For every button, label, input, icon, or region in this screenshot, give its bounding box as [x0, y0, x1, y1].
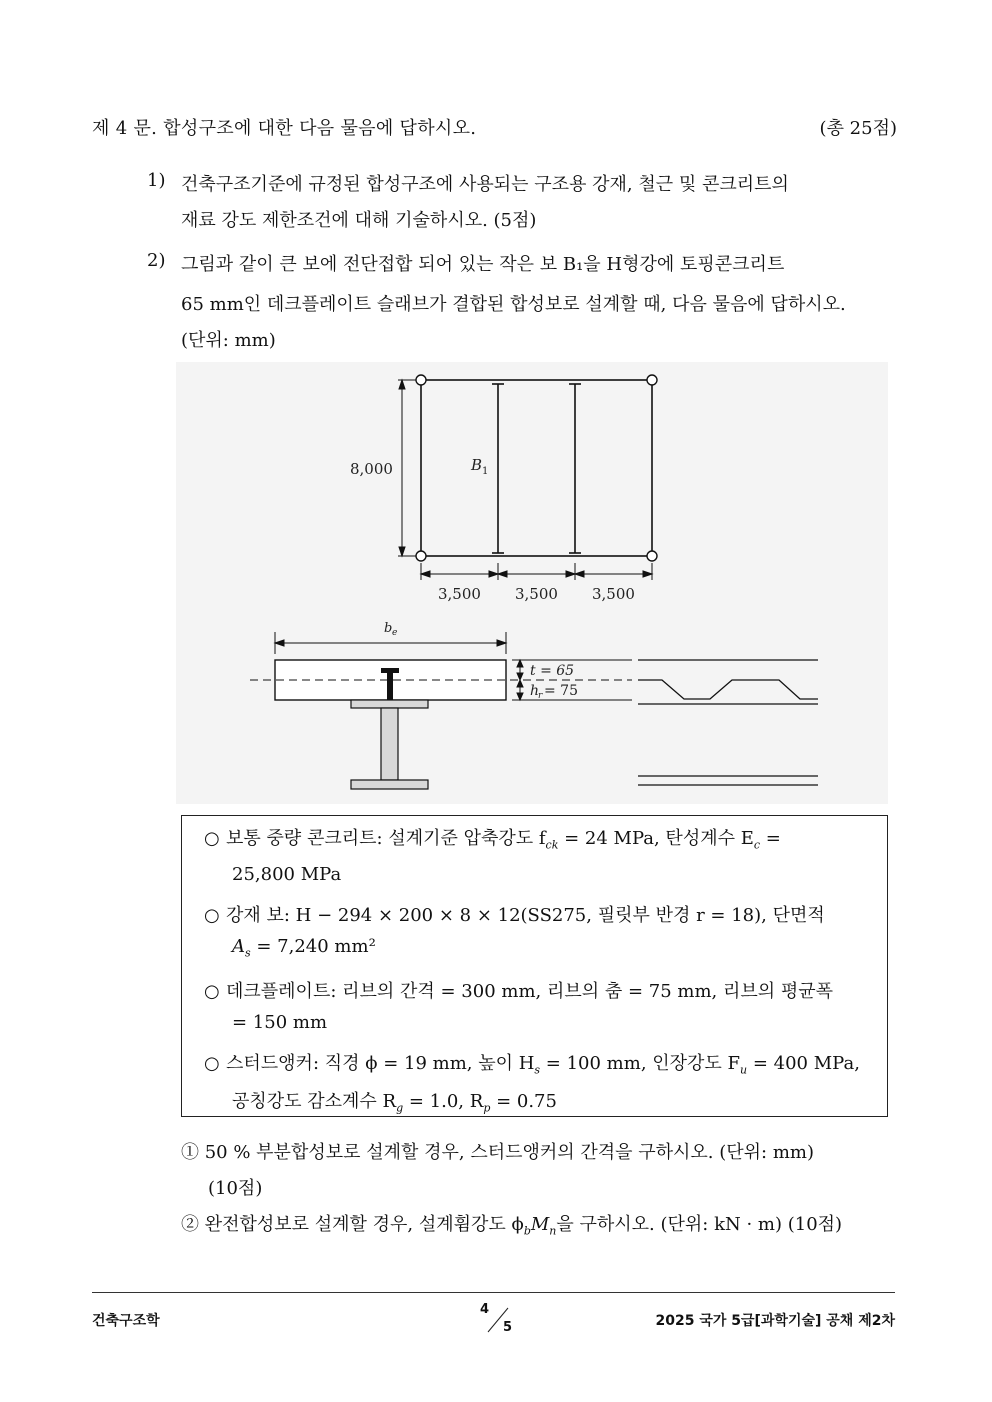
footer-page-total: 5	[503, 1320, 513, 1335]
be-subscript: e	[392, 628, 398, 638]
beam-b1-label: B	[471, 456, 483, 474]
conditions-box	[181, 815, 888, 1117]
condition-deck-line2: = 150 mm	[232, 1012, 328, 1033]
subquestion-2: ② 완전합성보로 설계할 경우, 설계휨강도 $\phi_bM_n$을 구하시오. (단위: kN · m) (10점)	[181, 1214, 843, 1238]
hr-subscript: r	[538, 691, 543, 701]
plan-view	[421, 380, 652, 556]
bullet-circle-icon: ○	[204, 905, 220, 926]
part2-text-line3: (단위: mm)	[181, 330, 276, 351]
part2-text-line2: 65 mm인 데크플레이트 슬래브가 결합된 합성보로 설계할 때, 다음 물음에 답하시오.	[181, 294, 846, 315]
be-label: b	[384, 621, 393, 636]
part2-number: 2)	[147, 250, 166, 271]
deck-profile	[638, 660, 818, 785]
span-label-3: 3,500	[592, 585, 635, 603]
question-total-points: (총 25점)	[819, 118, 897, 139]
figure-panel	[176, 362, 888, 804]
part1-text-line2: 재료 강도 제한조건에 대해 기술하시오. (5점)	[181, 210, 537, 231]
bullet-circle-icon: ○	[204, 981, 220, 1002]
footer-divider	[92, 1292, 895, 1293]
t-label: t = 65	[530, 663, 575, 679]
girder-frame	[421, 380, 652, 556]
footer-exam-title: 2025 국가 5급[과학기술] 공채 제2차	[655, 1313, 895, 1329]
question-header: 제 4 문. 합성구조에 대한 다음 물음에 답하시오.	[92, 118, 477, 139]
condition-stud-line1: ○ 스터드앵커: 직경 ϕ = 19 mm, 높이 $H_s = 100$ mm, 인장강도 $F_u = 400$ MPa,	[204, 1053, 860, 1077]
part2-text-line1: 그림과 같이 큰 보에 전단접합 되어 있는 작은 보 B₁을 H형강에 토핑콘크리트	[181, 254, 785, 275]
column-marker	[647, 375, 657, 385]
hr-label: h	[530, 683, 540, 699]
bullet-circle-icon: ○	[204, 1053, 220, 1074]
hr-value: = 75	[544, 683, 578, 699]
subquestion-1-line2: (10점)	[208, 1178, 263, 1199]
condition-steel-line1: ○ 강재 보: H − 294 × 200 × 8 × 12(SS275, 필릿부 반경 r = 18), 단면적	[204, 905, 825, 926]
column-marker	[416, 375, 426, 385]
column-marker	[416, 551, 426, 561]
condition-steel-line2: $A_s = 7,240$ mm²	[232, 936, 376, 960]
footer-page-number: 4	[480, 1302, 490, 1317]
footer-subject: 건축구조학	[92, 1313, 160, 1329]
height-dimension-label: 8,000	[350, 460, 393, 478]
part1-number: 1)	[147, 170, 166, 191]
bullet-circle-icon: ○	[204, 828, 220, 849]
beam-b1-subscript: 1	[482, 466, 489, 477]
condition-deck-line1: ○ 데크플레이트: 리브의 간격 = 300 mm, 리브의 춤 = 75 mm, 리브의 평균폭	[204, 981, 834, 1002]
span-label-2: 3,500	[515, 585, 558, 603]
condition-concrete-line2: 25,800 MPa	[232, 864, 342, 885]
subquestion-1-line1: ① 50 % 부분합성보로 설계할 경우, 스터드앵커의 간격을 구하시오. (단위: mm)	[181, 1142, 814, 1163]
h-steel-section	[351, 700, 428, 789]
span-label-1: 3,500	[438, 585, 481, 603]
condition-stud-line2: 공칭강도 감소계수 $R_g = 1.0$, $R_p = 0.75$	[232, 1091, 557, 1115]
condition-concrete-line1: ○ 보통 중량 콘크리트: 설계기준 압축강도 $f_{ck} = 24$ MPa, 탄성계수 $E_c$ =	[204, 828, 781, 852]
part1-text-line1: 건축구조기준에 규정된 합성구조에 사용되는 구조용 강재, 철근 및 콘크리트의	[181, 174, 789, 195]
stud-shank	[387, 672, 393, 700]
structural-figure	[176, 362, 888, 804]
column-marker	[647, 551, 657, 561]
